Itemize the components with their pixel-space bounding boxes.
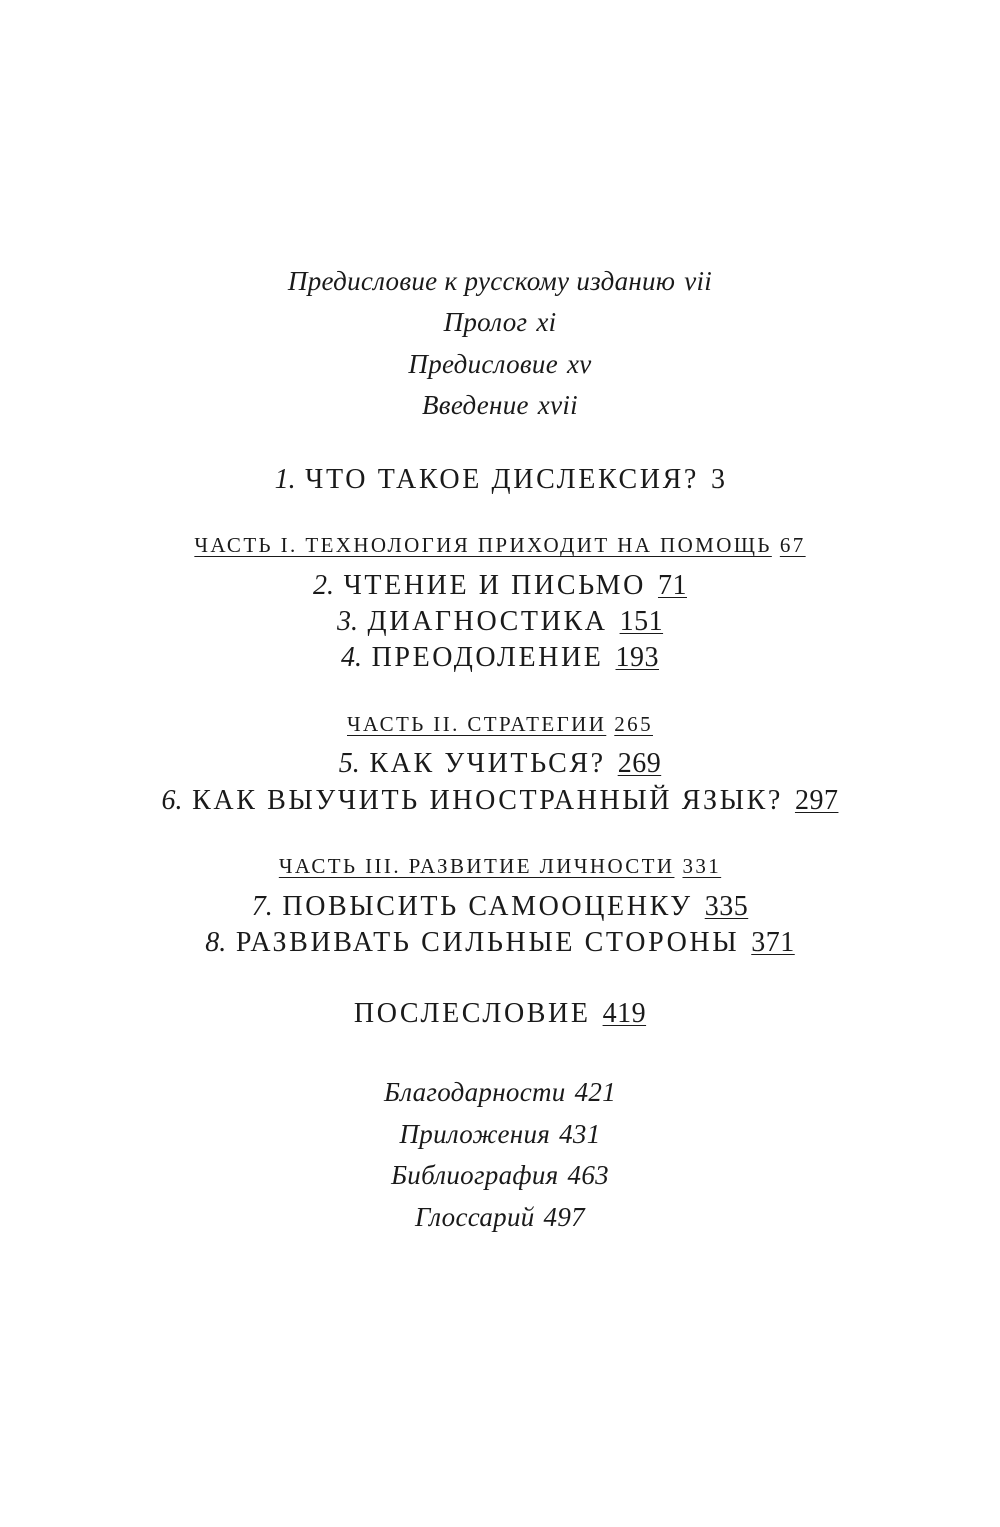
entry-title: Введение xyxy=(422,390,529,420)
entry-title: Пролог xyxy=(443,307,528,337)
entry-page: vii xyxy=(684,266,713,296)
entry-title: Глоссарий xyxy=(415,1202,535,1232)
chapter-page: 371 xyxy=(751,927,795,958)
toc-entry-front-3 xyxy=(0,349,1000,380)
entry-title: Приложения xyxy=(399,1119,551,1149)
toc-entry-front-1 xyxy=(0,266,1000,297)
toc-chapter-1 xyxy=(0,464,1000,496)
part-page: 67 xyxy=(779,533,806,557)
chapter-number: 2. xyxy=(313,570,334,601)
entry-title: Библиография xyxy=(391,1160,559,1190)
toc-part-2 xyxy=(0,712,1000,737)
toc-entry-front-4 xyxy=(0,390,1000,421)
chapter-page: 297 xyxy=(794,785,839,816)
toc-entry-back-4 xyxy=(0,1202,1000,1233)
part-page: 265 xyxy=(614,712,653,736)
entry-page: xi xyxy=(536,307,557,337)
toc-part-3 xyxy=(0,854,1000,879)
toc-entry-back-1 xyxy=(0,1077,1000,1108)
chapter-title: ЧТО ТАКОЕ ДИСЛЕКСИЯ? xyxy=(305,464,699,495)
toc-chapter-6 xyxy=(0,785,1000,817)
entry-page: 463 xyxy=(567,1160,609,1190)
part-page: 331 xyxy=(682,854,722,878)
afterword-title: ПОСЛЕСЛОВИЕ xyxy=(353,998,591,1029)
chapter-number: 3. xyxy=(336,606,358,637)
chapter-page: 3 xyxy=(710,464,726,495)
chapter-title: ЧТЕНИЕ И ПИСЬМО xyxy=(343,570,646,601)
chapter-page: 71 xyxy=(657,570,687,601)
chapter-title: КАК УЧИТЬСЯ? xyxy=(369,748,606,779)
chapter-number: 1. xyxy=(274,464,296,495)
toc-chapter-5 xyxy=(0,748,1000,780)
entry-page: 421 xyxy=(574,1077,617,1107)
chapter-title: ПОВЫСИТЬ САМООЦЕНКУ xyxy=(282,891,693,922)
toc-chapter-2 xyxy=(0,570,1000,602)
toc-chapter-4 xyxy=(0,642,1000,674)
entry-title: Предисловие xyxy=(408,349,558,379)
part-title: ЧАСТЬ I. ТЕХНОЛОГИЯ ПРИХОДИТ НА ПОМОЩЬ xyxy=(194,533,772,557)
entry-title: Благодарности xyxy=(383,1077,566,1107)
chapter-title: ПРЕОДОЛЕНИЕ xyxy=(371,642,604,673)
chapter-page: 193 xyxy=(615,642,659,673)
chapter-page: 151 xyxy=(619,606,664,637)
entry-page: xv xyxy=(566,349,592,379)
toc-entry-back-3 xyxy=(0,1160,1000,1191)
toc-entry-front-2 xyxy=(0,307,1000,338)
part-title: ЧАСТЬ II. СТРАТЕГИИ xyxy=(347,712,607,736)
chapter-number: 6. xyxy=(161,785,183,816)
entry-page: 431 xyxy=(559,1119,601,1149)
part-title: ЧАСТЬ III. РАЗВИТИЕ ЛИЧНОСТИ xyxy=(278,854,675,878)
toc-part-1 xyxy=(0,533,1000,558)
chapter-title: РАЗВИВАТЬ СИЛЬНЫЕ СТОРОНЫ xyxy=(235,927,740,958)
chapter-number: 8. xyxy=(205,927,227,958)
chapter-title: ДИАГНОСТИКА xyxy=(367,606,608,637)
toc-afterword xyxy=(0,998,1000,1030)
chapter-number: 5. xyxy=(338,748,360,779)
entry-page: 497 xyxy=(543,1202,585,1232)
chapter-number: 7. xyxy=(251,891,273,922)
toc-chapter-3 xyxy=(0,606,1000,638)
toc-entry-back-2 xyxy=(0,1119,1000,1150)
chapter-number: 4. xyxy=(341,642,362,673)
chapter-page: 269 xyxy=(617,748,662,779)
entry-title: Предисловие к русскому изданию xyxy=(287,266,676,296)
chapter-title: КАК ВЫУЧИТЬ ИНОСТРАННЫЙ ЯЗЫК? xyxy=(192,785,783,816)
entry-page: xvii xyxy=(537,390,578,420)
toc-chapter-8 xyxy=(0,927,1000,959)
afterword-page: 419 xyxy=(602,998,647,1029)
toc-chapter-7 xyxy=(0,891,1000,923)
chapter-page: 335 xyxy=(704,891,749,922)
